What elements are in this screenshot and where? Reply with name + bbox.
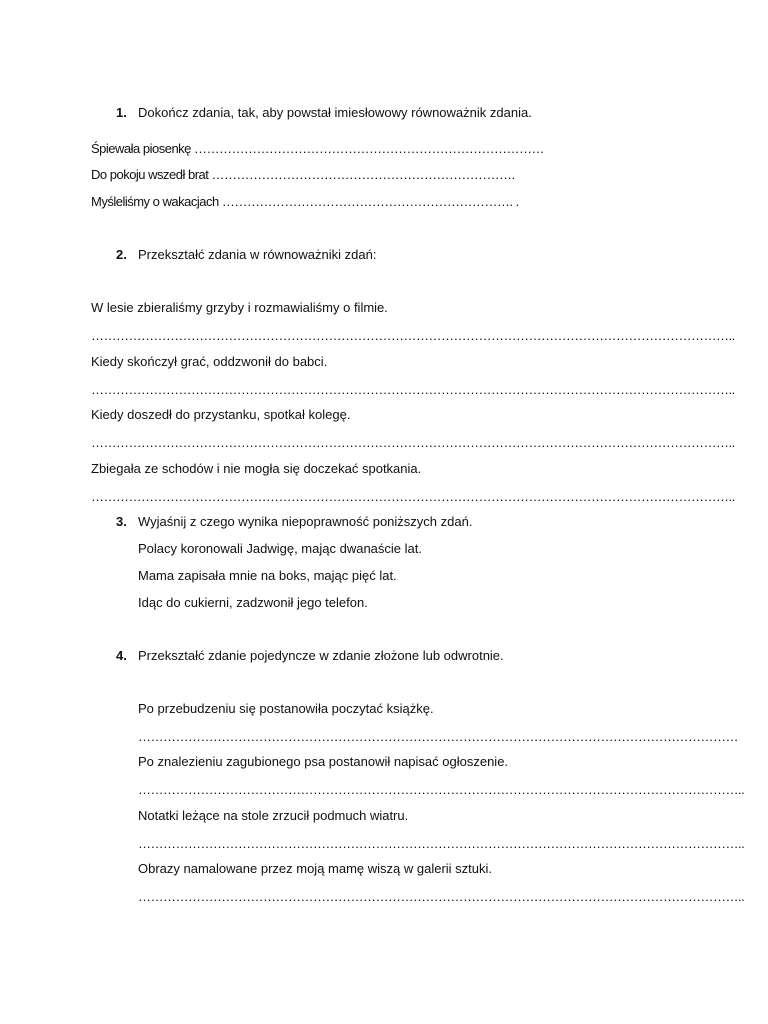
task2-sentence-1: W lesie zbieraliśmy grzyby i rozmawialiśmy o filmie. bbox=[91, 300, 388, 315]
task2-sentence-3: Kiedy doszedł do przystanku, spotkał kolegę. bbox=[91, 407, 351, 422]
task4-title: Przekształć zdanie pojedyncze w zdanie złożone lub odwrotnie. bbox=[138, 648, 504, 663]
task4-answer-4: ……………………………………………………………………………………………………………………………….. bbox=[138, 889, 745, 904]
task1-line-2: Do pokoju wszedł brat ………………………………………………………………. bbox=[91, 167, 515, 182]
task2-answer-1: ……………………………………………………………………………………………………………………………………….. bbox=[91, 328, 735, 343]
task4-sentence-4: Obrazy namalowane przez moją mamę wiszą w galerii sztuki. bbox=[138, 861, 493, 876]
task2-answer-4: ……………………………………………………………………………………………………………………………………….. bbox=[91, 489, 735, 504]
task4-answer-3: ……………………………………………………………………………………………………………………………….. bbox=[138, 836, 745, 851]
task3-number: 3. bbox=[116, 514, 127, 529]
task4-answer-2: ……………………………………………………………………………………………………………………………….. bbox=[138, 782, 745, 797]
task1-title: Dokończ zdania, tak, aby powstał imiesłowowy równoważnik zdania. bbox=[138, 105, 532, 120]
task3-sentence-1: Polacy koronowali Jadwigę, mając dwanaście lat. bbox=[138, 541, 422, 556]
task2-sentence-2: Kiedy skończył grać, oddzwonił do babci. bbox=[91, 354, 328, 369]
task3-sentence-2: Mama zapisała mnie na boks, mając pięć lat. bbox=[138, 568, 397, 583]
task2-answer-2: ……………………………………………………………………………………………………………………………………….. bbox=[91, 382, 735, 397]
task4-answer-1: ……………………………………………………………………………………………………………………………… bbox=[138, 729, 738, 744]
task3-sentence-3: Idąc do cukierni, zadzwonił jego telefon. bbox=[138, 595, 368, 610]
task2-sentence-4: Zbiegała ze schodów i nie mogła się doczekać spotkania. bbox=[91, 461, 422, 476]
task2-answer-3: ……………………………………………………………………………………………………………………………………….. bbox=[91, 435, 735, 450]
task3-title: Wyjaśnij z czego wynika niepoprawność poniższych zdań. bbox=[138, 514, 473, 529]
task4-number: 4. bbox=[116, 648, 127, 663]
task1-line-1: Śpiewała piosenkę ………………………………………………………………………… bbox=[91, 141, 545, 156]
task1-number: 1. bbox=[116, 105, 127, 120]
task4-sentence-1: Po przebudzeniu się postanowiła poczytać książkę. bbox=[138, 701, 434, 716]
task4-sentence-3: Notatki leżące na stole zrzucił podmuch wiatru. bbox=[138, 808, 409, 823]
task2-title: Przekształć zdania w równoważniki zdań: bbox=[138, 247, 377, 262]
task4-sentence-2: Po znalezieniu zagubionego psa postanowił napisać ogłoszenie. bbox=[138, 754, 509, 769]
task1-line-3: Myśleliśmy o wakacjach ……………………………………………………………. . bbox=[91, 194, 519, 209]
task2-number: 2. bbox=[116, 247, 127, 262]
